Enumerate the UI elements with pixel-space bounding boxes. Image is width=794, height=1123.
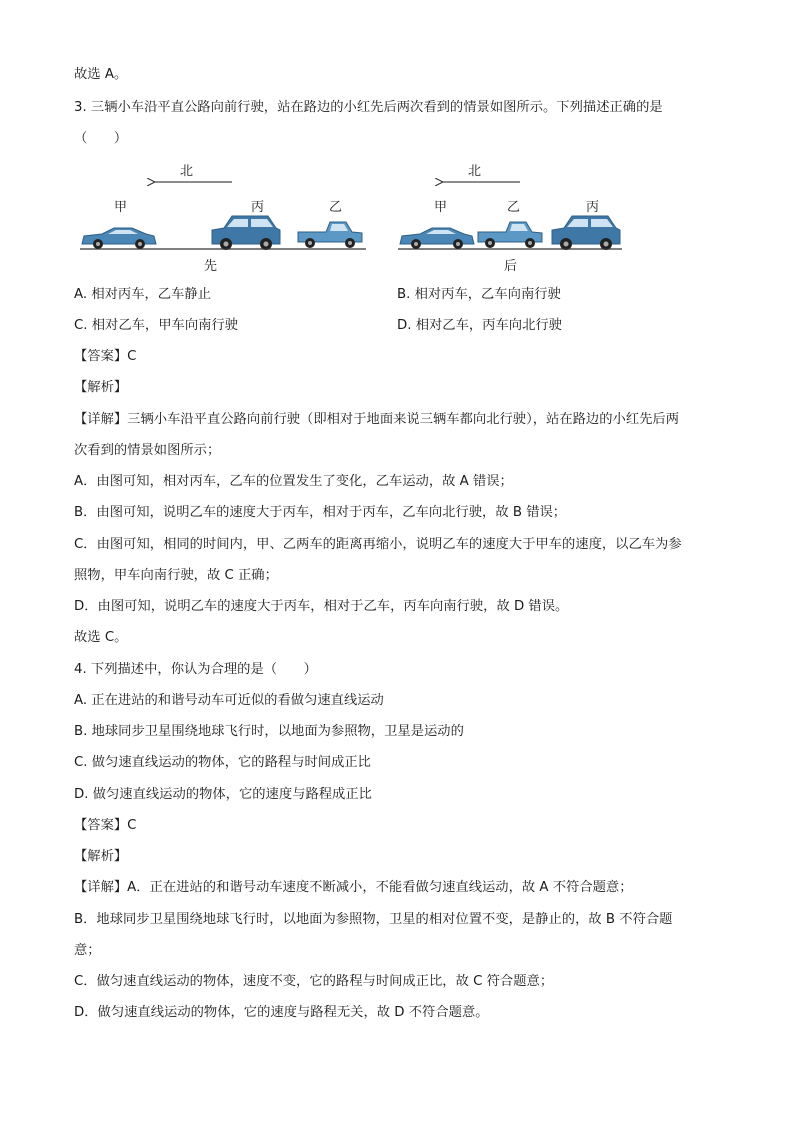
pickup-truck-icon bbox=[298, 222, 362, 248]
q3-figure bbox=[74, 156, 634, 276]
q4-option-d: D. 做匀速直线运动的物体，它的速度与路程成正比 bbox=[74, 787, 372, 802]
q4-detail-b-1: B．地球同步卫星围绕地球飞行时，以地面为参照物，卫星的相对位置不变，是静止的，故 B 不符合题 bbox=[74, 912, 673, 927]
sports-car-icon bbox=[400, 228, 474, 249]
sports-car-icon bbox=[82, 228, 156, 249]
q4-detail-d: D．做匀速直线运动的物体，它的速度与路程无关，故 D 不符合题意。 bbox=[74, 1005, 489, 1020]
q3-option-c: C. 相对乙车，甲车向南行驶 bbox=[74, 318, 239, 333]
q4-detail-b-2: 意； bbox=[74, 943, 101, 958]
car-label-bing-right: 丙 bbox=[586, 200, 600, 215]
previous-conclusion: 故选 A。 bbox=[74, 67, 128, 82]
q4-stem: 4. 下列描述中，你认为合理的是（ ） bbox=[74, 662, 317, 677]
suv-car-icon bbox=[212, 216, 280, 250]
q3-analysis-heading: 【解析】 bbox=[74, 380, 128, 395]
caption-after: 后 bbox=[504, 259, 518, 274]
car-label-yi-left: 乙 bbox=[329, 200, 343, 215]
q3-detail-d: D．由图可知，说明乙车的速度大于丙车，相对于乙车，丙车向南行驶，故 D 错误。 bbox=[74, 599, 569, 614]
q3-detail-a: A．由图可知，相对丙车，乙车的位置发生了变化，乙车运动，故 A 错误； bbox=[74, 474, 513, 489]
q3-detail-line-2: 次看到的情景如图所示； bbox=[74, 443, 221, 458]
q3-option-d: D. 相对乙车，丙车向北行驶 bbox=[397, 318, 562, 333]
caption-before: 先 bbox=[204, 259, 218, 274]
right-panel bbox=[398, 164, 622, 274]
q4-detail-c: C．做匀速直线运动的物体，速度不变，它的路程与时间成正比，故 C 符合题意； bbox=[74, 974, 554, 989]
pickup-truck-icon bbox=[478, 222, 542, 248]
q3-detail-c-2: 照物，甲车向南行驶，故 C 正确； bbox=[74, 568, 278, 583]
q4-detail-a: 【详解】A．正在进站的和谐号动车速度不断减小，不能看做匀速直线运动，故 A 不符合题意； bbox=[74, 880, 633, 895]
q3-detail-c-1: C．由图可知，相同的时间内，甲、乙两车的距离再缩小，说明乙车的速度大于甲车的速度，以乙车为参 bbox=[74, 537, 682, 552]
q3-detail-b: B．由图可知，说明乙车的速度大于丙车，相对于丙车，乙车向北行驶，故 B 错误； bbox=[74, 505, 567, 520]
car-label-yi-right: 乙 bbox=[507, 200, 521, 215]
direction-label-left: 北 bbox=[180, 164, 194, 179]
q4-option-a: A. 正在进站的和谐号动车可近似的看做匀速直线运动 bbox=[74, 693, 384, 708]
q3-stem-bracket: （ ） bbox=[74, 131, 128, 146]
car-label-jia-right: 甲 bbox=[434, 200, 448, 215]
car-label-bing-left: 丙 bbox=[251, 200, 265, 215]
q4-option-b: B. 地球同步卫星围绕地球飞行时，以地面为参照物，卫星是运动的 bbox=[74, 724, 464, 739]
q3-detail-line-1: 【详解】三辆小车沿平直公路向前行驶（即相对于地面来说三辆车都向北行驶），站在路边的小红先后两 bbox=[74, 412, 680, 427]
q3-answer: 【答案】C bbox=[74, 349, 137, 364]
direction-label-right: 北 bbox=[468, 164, 482, 179]
q3-stem: 3. 三辆小车沿平直公路向前行驶，站在路边的小红先后两次看到的情景如图所示。下列描述正确的是 bbox=[74, 100, 663, 115]
left-panel bbox=[80, 164, 366, 274]
q3-conclusion: 故选 C。 bbox=[74, 630, 128, 645]
q4-answer: 【答案】C bbox=[74, 818, 137, 833]
suv-car-icon bbox=[552, 216, 620, 250]
q3-option-b: B. 相对丙车，乙车向南行驶 bbox=[397, 287, 561, 302]
q4-option-c: C. 做匀速直线运动的物体，它的路程与时间成正比 bbox=[74, 755, 371, 770]
q3-option-a: A. 相对丙车，乙车静止 bbox=[74, 287, 211, 302]
q4-analysis-heading: 【解析】 bbox=[74, 849, 128, 864]
car-label-jia-left: 甲 bbox=[114, 200, 128, 215]
